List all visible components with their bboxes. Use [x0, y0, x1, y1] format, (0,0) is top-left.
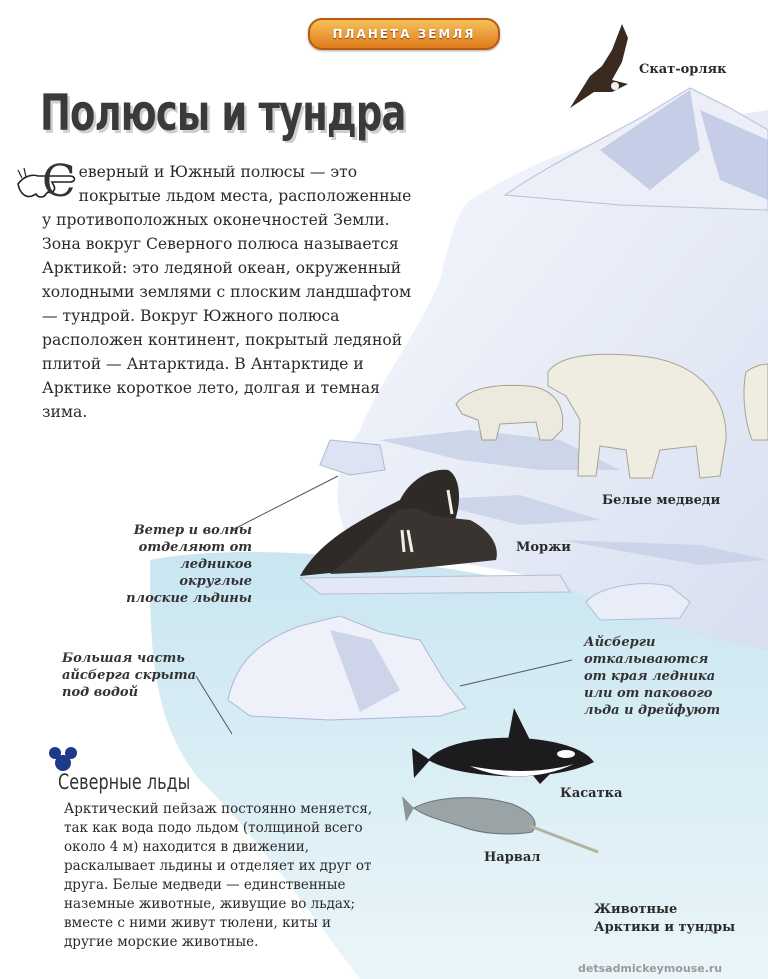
label-orca: Касатка: [560, 786, 623, 801]
caption-break-line: льда и дрейфуют: [584, 703, 721, 718]
section-title: Северные льды: [58, 770, 191, 794]
caption-break-line: откалываются: [584, 652, 709, 667]
caption-wind-line: ледников округлые: [179, 557, 252, 589]
caption-icebergs-break: [584, 634, 720, 719]
caption-wind-line: Ветер и волны: [133, 523, 252, 538]
label-animals-line1: Животные: [594, 902, 678, 917]
intro-text: еверный и Южный полюсы — это покрытые льдом места, расположенные у противоположных оконечностей Земли. Зона вокруг Северного полюса называется Арктикой: это ледяной океан, окруженный холодными землями с плоским ландшафтом — тундрой. Вокруг Южного полюса расположен континент, покрытый ледяной плитой — Антарктида. В Антарктиде и Арктике короткое лето, долгая и темная зима.: [42, 163, 412, 421]
page-title: Полюсы и тундра: [40, 84, 406, 142]
footer-site: detsadmickeymouse.ru: [578, 962, 723, 975]
section-badge: ПЛАНЕТА ЗЕМЛЯ: [308, 18, 500, 50]
caption-wind-line: плоские льдины: [126, 591, 252, 606]
label-walrus: Моржи: [516, 540, 571, 555]
caption-iceberg-line: Большая часть: [62, 651, 185, 666]
caption-iceberg-part: [62, 650, 196, 701]
eagle-icon: [570, 24, 628, 108]
orca-eye-patch: [557, 750, 575, 758]
caption-break-line: от края ледника: [584, 669, 716, 684]
caption-iceberg-line: айсберга скрыта: [62, 668, 197, 683]
label-bears: Белые медведи: [602, 493, 721, 508]
section-text: Арктический пейзаж постоянно меняется, так как вода подо льдом (толщиной всего около 4 м) находится в движении, раскалывает льдины и отделяет их друг от друга. Белые медведи — единственные наземные животные, живущие во льдах; вместе с ними живут тюлени, киты и другие морские животные.: [64, 801, 373, 950]
drop-cap: С: [42, 156, 76, 207]
caption-iceberg-line: под водой: [62, 685, 139, 700]
walrus-ice: [300, 575, 570, 594]
caption-wind-line: отделяют от: [138, 540, 252, 555]
caption-break-line: или от пакового: [584, 686, 713, 701]
label-animals-line2: Арктики и тундры: [594, 920, 736, 935]
label-eagle: Скат-орляк: [639, 62, 727, 77]
label-narwhal: Нарвал: [484, 850, 541, 865]
intro-paragraph: [42, 156, 422, 424]
caption-wind: [116, 522, 252, 607]
mickey-ears-icon: [48, 746, 78, 772]
eagle-head: [611, 82, 619, 90]
caption-break-line: Айсберги: [584, 635, 656, 650]
ice-floe-left: [320, 440, 385, 475]
